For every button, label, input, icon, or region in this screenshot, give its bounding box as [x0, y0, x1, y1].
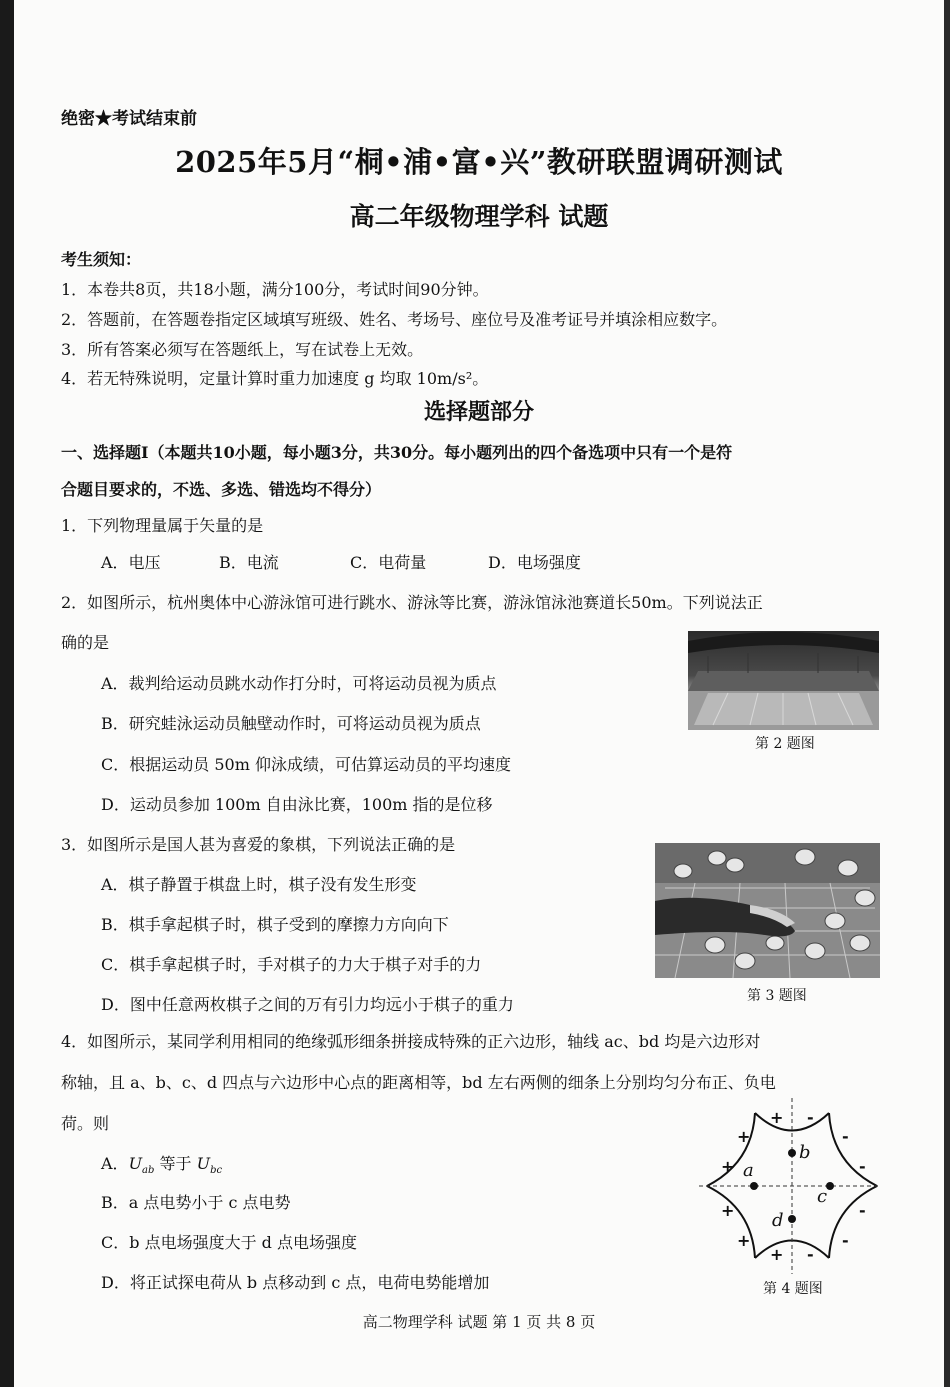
- q4-stem: 4．如图所示，某同学利用相同的绝缘弧形细条拼接成特殊的正六边形，轴线 ac、bd 均是六边形对: [61, 1032, 761, 1051]
- page-subtitle: 高二年级物理学科 试题: [349, 202, 609, 231]
- part-instructions: 一、选择题Ⅰ（本题共10小题，每小题3分，共30分。每小题列出的四个备选项中只有一个是符: [61, 443, 733, 462]
- figure-4-caption: 第 4 题图: [763, 1281, 823, 1297]
- q4-option-d: D．将正试探电荷从 b 点移动到 c 点，电荷电势能增加: [101, 1273, 490, 1292]
- figure-3-caption: 第 3 题图: [747, 988, 807, 1004]
- exam-page: [14, 0, 944, 1387]
- q3-option-a: A．棋子静置于棋盘上时，棋子没有发生形变: [101, 875, 417, 894]
- point-d-label: d: [772, 1210, 784, 1231]
- minus-charge: -: [807, 1108, 814, 1127]
- q4-stem-cont-2: 荷。则: [61, 1114, 110, 1133]
- minus-charge: -: [842, 1231, 849, 1250]
- minus-charge: -: [859, 1201, 866, 1220]
- q2-option-c: C．根据运动员 50m 仰泳成绩，可估算运动员的平均速度: [101, 755, 511, 774]
- part-instructions-cont: 合题目要求的，不选、多选、错选均不得分）: [61, 480, 382, 499]
- notice-item: 3．所有答案必须写在答题纸上，写在试卷上无效。: [61, 340, 424, 359]
- page-footer: 高二物理学科 试题 第 1 页 共 8 页: [362, 1313, 596, 1331]
- swimming-pool-photo: [688, 631, 879, 730]
- minus-charge: -: [859, 1157, 866, 1176]
- plus-charge: +: [737, 1231, 751, 1250]
- plus-charge: +: [721, 1201, 735, 1220]
- q3-option-b: B．棋手拿起棋子时，棋子受到的摩擦力方向向下: [101, 915, 449, 934]
- point-a-label: a: [743, 1160, 754, 1181]
- q3-option-d: D．图中任意两枚棋子之间的万有引力均远小于棋子的重力: [101, 995, 514, 1014]
- q1-option-a: A．电压: [101, 553, 161, 572]
- notice-item: 2．答题前，在答题卷指定区域填写班级、姓名、考场号、座位号及准考证号并填涂相应数字。: [61, 310, 728, 329]
- q4-stem-cont: 称轴，且 a、b、c、d 四点与六边形中心点的距离相等，bd 左右两侧的细条上分别均匀分布正、负电: [61, 1073, 776, 1092]
- secret-label: 绝密★考试结束前: [61, 109, 197, 129]
- q4-option-b: B．a 点电势小于 c 点电势: [101, 1193, 291, 1212]
- scan-edge-left: [0, 0, 14, 1387]
- section-title: 选择题部分: [423, 399, 534, 425]
- q1-option-c: C．电荷量: [350, 553, 427, 572]
- q3-option-c: C．棋手拿起棋子时，手对棋子的力大于棋子对手的力: [101, 955, 482, 974]
- q2-option-b: B．研究蛙泳运动员触壁动作时，可将运动员视为质点: [101, 714, 481, 733]
- q3-stem: 3．如图所示是国人甚为喜爱的象棋，下列说法正确的是: [61, 835, 456, 854]
- q2-stem-cont: 确的是: [61, 633, 110, 652]
- hexagon-charge-diagram: [697, 1098, 883, 1278]
- point-c-label: c: [817, 1186, 828, 1207]
- notice-item: 4．若无特殊说明，定量计算时重力加速度 g 均取 10m/s²。: [61, 369, 489, 388]
- figure-2-caption: 第 2 题图: [755, 736, 815, 752]
- plus-charge: +: [770, 1245, 784, 1264]
- q4-option-c: C．b 点电场强度大于 d 点电场强度: [101, 1233, 357, 1252]
- q1-option-d: D．电场强度: [488, 553, 581, 572]
- plus-charge: +: [737, 1127, 751, 1146]
- minus-charge: -: [842, 1127, 849, 1146]
- q2-option-d: D．运动员参加 100m 自由泳比赛，100m 指的是位移: [101, 795, 493, 814]
- plus-charge: +: [721, 1157, 735, 1176]
- notice-item: 1．本卷共8页，共18小题，满分100分，考试时间90分钟。: [61, 280, 489, 299]
- point-b-label: b: [799, 1142, 811, 1163]
- notice-heading: 考生须知：: [61, 250, 142, 269]
- chess-photo: [655, 843, 880, 978]
- page-title: 2025年5月“桐•浦•富•兴”教研联盟调研测试: [175, 145, 783, 179]
- q4-option-a: A．$U_{ab}$ 等于 $U_{bc}$: [101, 1154, 223, 1177]
- scan-edge-right: [944, 0, 950, 1387]
- q1-option-b: B．电流: [219, 553, 279, 572]
- q2-stem: 2．如图所示，杭州奥体中心游泳馆可进行跳水、游泳等比赛，游泳馆泳池赛道长50m。下列说法正: [61, 593, 763, 612]
- minus-charge: -: [807, 1245, 814, 1264]
- q2-option-a: A．裁判给运动员跳水动作打分时，可将运动员视为质点: [101, 674, 497, 693]
- q1-stem: 1．下列物理量属于矢量的是: [61, 516, 264, 535]
- plus-charge: +: [770, 1108, 784, 1127]
